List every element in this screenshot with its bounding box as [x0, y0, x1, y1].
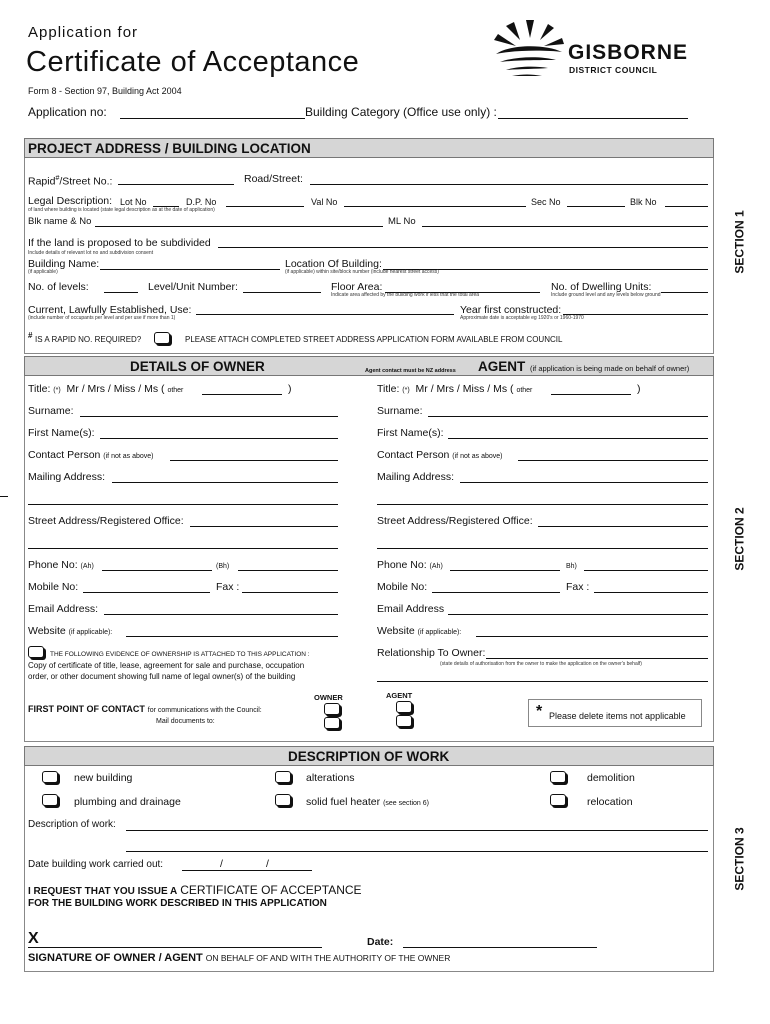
road-label: Road/Street:: [244, 173, 303, 185]
evidence-line-1: Copy of certificate of title, lease, agreement for sale and purchase, occupation: [28, 661, 305, 670]
owner-street-label: Street Address/Registered Office:: [28, 515, 184, 527]
application-no-label: Application no:: [28, 105, 107, 119]
owner-email-label: Email Address:: [28, 603, 99, 615]
floor-area-label: Floor Area:: [331, 281, 383, 293]
level-unit-label: Level/Unit Number:: [148, 281, 238, 293]
first-contact-owner-checkbox[interactable]: [324, 703, 340, 715]
plumbing-label: plumbing and drainage: [74, 796, 181, 808]
dp-no-label: D.P. No: [186, 197, 217, 207]
building-name-note: (if applicable): [28, 269, 58, 275]
current-use-label: Current, Lawfully Established, Use:: [28, 304, 192, 316]
logo-name: GISBORNE: [568, 41, 689, 64]
sec-no-field[interactable]: [567, 206, 625, 207]
relocation-checkbox[interactable]: [550, 794, 566, 806]
first-contact-label: FIRST POINT OF CONTACT for communications with the Council:: [28, 704, 262, 714]
agent-phone-ah-field[interactable]: [450, 570, 560, 571]
date-slash-1: /: [220, 858, 223, 870]
agent-street-field[interactable]: [538, 526, 708, 527]
agent-mailing-label: Mailing Address:: [377, 471, 455, 483]
agent-heading: AGENT: [478, 359, 526, 374]
val-no-field[interactable]: [344, 206, 526, 207]
agent-first-name-label: First Name(s):: [377, 427, 444, 439]
agent-email-label: Email Address: [377, 603, 445, 615]
relationship-label: Relationship To Owner:: [377, 647, 486, 659]
agent-mobile-label: Mobile No:: [377, 581, 428, 593]
request-line-2: FOR THE BUILDING WORK DESCRIBED IN THIS APPLICATION: [28, 898, 327, 909]
agent-heading-note: (if application is being made on behalf of owner): [530, 364, 690, 373]
application-no-field[interactable]: [120, 118, 305, 119]
current-use-note: (include number of occupants per level and per use if more than 1): [28, 315, 176, 321]
section-1-side-label: SECTION 1: [732, 210, 747, 274]
agent-phone-bh-field[interactable]: [584, 570, 708, 571]
agent-bh-label: Bh): [566, 563, 577, 570]
owner-title-close: ): [288, 383, 292, 395]
agent-phone-label: Phone No: (Ah): [377, 559, 443, 571]
owner-contact-label: Contact Person (if not as above): [28, 449, 154, 461]
relationship-field-2[interactable]: [377, 681, 708, 682]
owner-mailing-field-2[interactable]: [28, 504, 338, 505]
agent-nz-note: Agent contact must be NZ address: [365, 368, 456, 374]
delete-note: Please delete items not applicable: [549, 711, 686, 721]
dwelling-units-label: No. of Dwelling Units:: [551, 281, 652, 293]
building-category-field[interactable]: [498, 118, 688, 119]
lot-no-label: Lot No: [120, 197, 147, 207]
date-slash-2: /: [266, 858, 269, 870]
subdivided-note: Include details of relevant lot no and subdivision consent: [28, 250, 154, 256]
mail-docs-agent-checkbox[interactable]: [396, 715, 412, 727]
request-line-1: I REQUEST THAT YOU ISSUE A CERTIFICATE OF ACCEPTANCE: [28, 883, 362, 897]
owner-title-label: Title: (*) Mr / Mrs / Miss / Ms ( other: [28, 383, 184, 395]
relocation-label: relocation: [587, 796, 633, 808]
agent-website-field[interactable]: [476, 636, 708, 637]
agent-column-label: AGENT: [386, 691, 413, 700]
description-field[interactable]: [126, 830, 708, 831]
owner-website-label: Website (if applicable):: [28, 625, 113, 637]
level-unit-field[interactable]: [243, 292, 321, 293]
page-title: Certificate of Acceptance: [26, 46, 360, 78]
agent-mailing-field[interactable]: [460, 482, 708, 483]
rapid-required-label: IS A RAPID NO. REQUIRED?: [35, 335, 142, 344]
section-3-heading: DESCRIPTION OF WORK: [288, 749, 450, 764]
agent-street-field-2[interactable]: [377, 548, 708, 549]
first-contact-agent-checkbox[interactable]: [396, 701, 412, 713]
dp-no-field[interactable]: [226, 206, 304, 207]
evidence-line-2: order, or other document showing full name of legal owner(s) of the building: [28, 672, 296, 681]
agent-contact-label: Contact Person (if not as above): [377, 449, 503, 461]
rapid-required-hash: #: [28, 331, 33, 340]
owner-mailing-field[interactable]: [112, 482, 338, 483]
attach-form-note: PLEASE ATTACH COMPLETED STREET ADDRESS APPLICATION FORM AVAILABLE FROM COUNCIL: [185, 335, 563, 344]
agent-fax-label: Fax :: [566, 581, 590, 593]
owner-email-field[interactable]: [104, 614, 338, 615]
owner-street-field[interactable]: [190, 526, 338, 527]
agent-first-name-field[interactable]: [448, 438, 708, 439]
alterations-label: alterations: [306, 772, 355, 784]
agent-mailing-field-2[interactable]: [377, 504, 708, 505]
owner-fax-field[interactable]: [242, 592, 338, 593]
date-carried-out-label: Date building work carried out:: [28, 859, 164, 870]
agent-title-label: Title: (*) Mr / Mrs / Miss / Ms ( other: [377, 383, 533, 395]
owner-heading: DETAILS OF OWNER: [130, 359, 265, 374]
dwelling-units-note: Include ground level and any levels below ground: [551, 292, 661, 298]
building-category-label: Building Category (Office use only) :: [305, 105, 497, 119]
owner-first-name-label: First Name(s):: [28, 427, 95, 439]
description-field-2[interactable]: [126, 851, 708, 852]
agent-email-field[interactable]: [448, 614, 708, 615]
rapid-label: Rapid#/Street No.:: [28, 175, 113, 188]
solid-fuel-label: solid fuel heater (see section 6): [306, 796, 429, 808]
solid-fuel-checkbox[interactable]: [275, 794, 291, 806]
blk-name-field[interactable]: [95, 226, 383, 227]
date-label: Date:: [367, 936, 394, 948]
alterations-checkbox[interactable]: [275, 771, 291, 783]
owner-phone-bh-field[interactable]: [238, 570, 338, 571]
blk-name-label: Blk name & No: [28, 216, 92, 227]
description-label: Description of work:: [28, 819, 116, 830]
new-building-checkbox[interactable]: [42, 771, 58, 783]
gisborne-sun-logo-icon: [490, 18, 568, 84]
building-name-label: Building Name:: [28, 258, 100, 270]
mail-docs-label: Mail documents to:: [156, 718, 215, 725]
signature-x-mark: X: [28, 930, 39, 947]
rapid-hash: #: [55, 175, 60, 182]
levels-field[interactable]: [104, 292, 138, 293]
owner-website-field[interactable]: [126, 636, 338, 637]
owner-phone-label: Phone No: (Ah): [28, 559, 94, 571]
ml-no-field[interactable]: [422, 226, 708, 227]
owner-mailing-label: Mailing Address:: [28, 471, 106, 483]
date-carried-out-field[interactable]: [182, 870, 312, 871]
evidence-checkbox[interactable]: [28, 646, 44, 658]
agent-fax-field[interactable]: [594, 592, 708, 593]
year-constructed-label: Year first constructed:: [460, 304, 562, 316]
current-use-field[interactable]: [196, 314, 454, 315]
new-building-label: new building: [74, 772, 133, 784]
owner-bh-label: (Bh): [216, 563, 230, 570]
relationship-field[interactable]: [486, 658, 708, 659]
road-field[interactable]: [310, 184, 708, 185]
section-3-side-label: SECTION 3: [732, 827, 747, 891]
agent-title-other-field[interactable]: [551, 394, 631, 395]
agent-mobile-field[interactable]: [432, 592, 560, 593]
val-no-label: Val No: [311, 197, 338, 207]
date-field[interactable]: [403, 947, 597, 948]
margin-tick: [0, 496, 8, 497]
agent-title-close: ): [637, 383, 641, 395]
owner-fax-label: Fax :: [216, 581, 240, 593]
demolition-checkbox[interactable]: [550, 771, 566, 783]
legal-description-label: Legal Description:: [28, 195, 113, 207]
dwelling-units-field[interactable]: [661, 292, 708, 293]
agent-street-label: Street Address/Registered Office:: [377, 515, 533, 527]
owner-mobile-field[interactable]: [83, 592, 210, 593]
rapid-required-checkbox[interactable]: [154, 332, 170, 344]
plumbing-checkbox[interactable]: [42, 794, 58, 806]
year-constructed-note: Approximate date is acceptable eg 1920's or 1960-1970: [460, 315, 584, 321]
agent-website-label: Website (if applicable):: [377, 625, 462, 637]
ml-no-label: ML No: [388, 216, 416, 227]
evidence-heading: THE FOLLOWING EVIDENCE OF OWNERSHIP IS ATTACHED TO THIS APPLICATION :: [50, 651, 310, 658]
blk-no-label: Blk No: [630, 197, 657, 207]
subdivided-label: If the land is proposed to be subdivided: [28, 237, 211, 249]
owner-surname-field[interactable]: [80, 416, 338, 417]
blk-no-field[interactable]: [665, 206, 708, 207]
owner-phone-ah-field[interactable]: [102, 570, 212, 571]
levels-label: No. of levels:: [28, 281, 89, 293]
section-2-side-label: SECTION 2: [732, 507, 747, 571]
relationship-note: (state details of authorisation from the owner to make the application on the owner's behalf): [440, 661, 642, 667]
delete-note-star: *: [536, 703, 543, 720]
owner-column-label: OWNER: [314, 693, 343, 702]
location-label: Location Of Building:: [285, 258, 382, 270]
mail-docs-owner-checkbox[interactable]: [324, 717, 340, 729]
owner-mobile-label: Mobile No:: [28, 581, 79, 593]
owner-contact-field[interactable]: [170, 460, 338, 461]
signature-field[interactable]: [28, 947, 322, 948]
section-2-box: [24, 356, 714, 742]
app-for-label: Application for: [28, 24, 139, 41]
demolition-label: demolition: [587, 772, 635, 784]
building-name-field[interactable]: [100, 269, 280, 270]
location-note: (if applicable) within site/block number (include nearest street access): [285, 269, 439, 275]
rapid-field[interactable]: [118, 184, 234, 185]
agent-contact-field[interactable]: [518, 460, 708, 461]
agent-surname-field[interactable]: [428, 416, 708, 417]
section-1-heading: PROJECT ADDRESS / BUILDING LOCATION: [28, 141, 311, 156]
form-reference: Form 8 - Section 97, Building Act 2004: [28, 86, 182, 96]
floor-area-note: Indicate area affected by the building work if less that the total area: [331, 292, 480, 298]
legal-description-note: of land where building is located (state legal description as at the date of application): [28, 207, 215, 213]
year-constructed-field[interactable]: [563, 314, 708, 315]
subdivided-field[interactable]: [218, 247, 708, 248]
logo-subtitle: DISTRICT COUNCIL: [569, 65, 658, 75]
owner-title-other-field[interactable]: [202, 394, 282, 395]
sec-no-label: Sec No: [531, 197, 561, 207]
owner-first-name-field[interactable]: [100, 438, 338, 439]
owner-surname-label: Surname:: [28, 405, 74, 417]
owner-street-field-2[interactable]: [28, 548, 338, 549]
agent-surname-label: Surname:: [377, 405, 423, 417]
signature-label: SIGNATURE OF OWNER / AGENT ON BEHALF OF AND WITH THE AUTHORITY OF THE OWNER: [28, 952, 451, 964]
